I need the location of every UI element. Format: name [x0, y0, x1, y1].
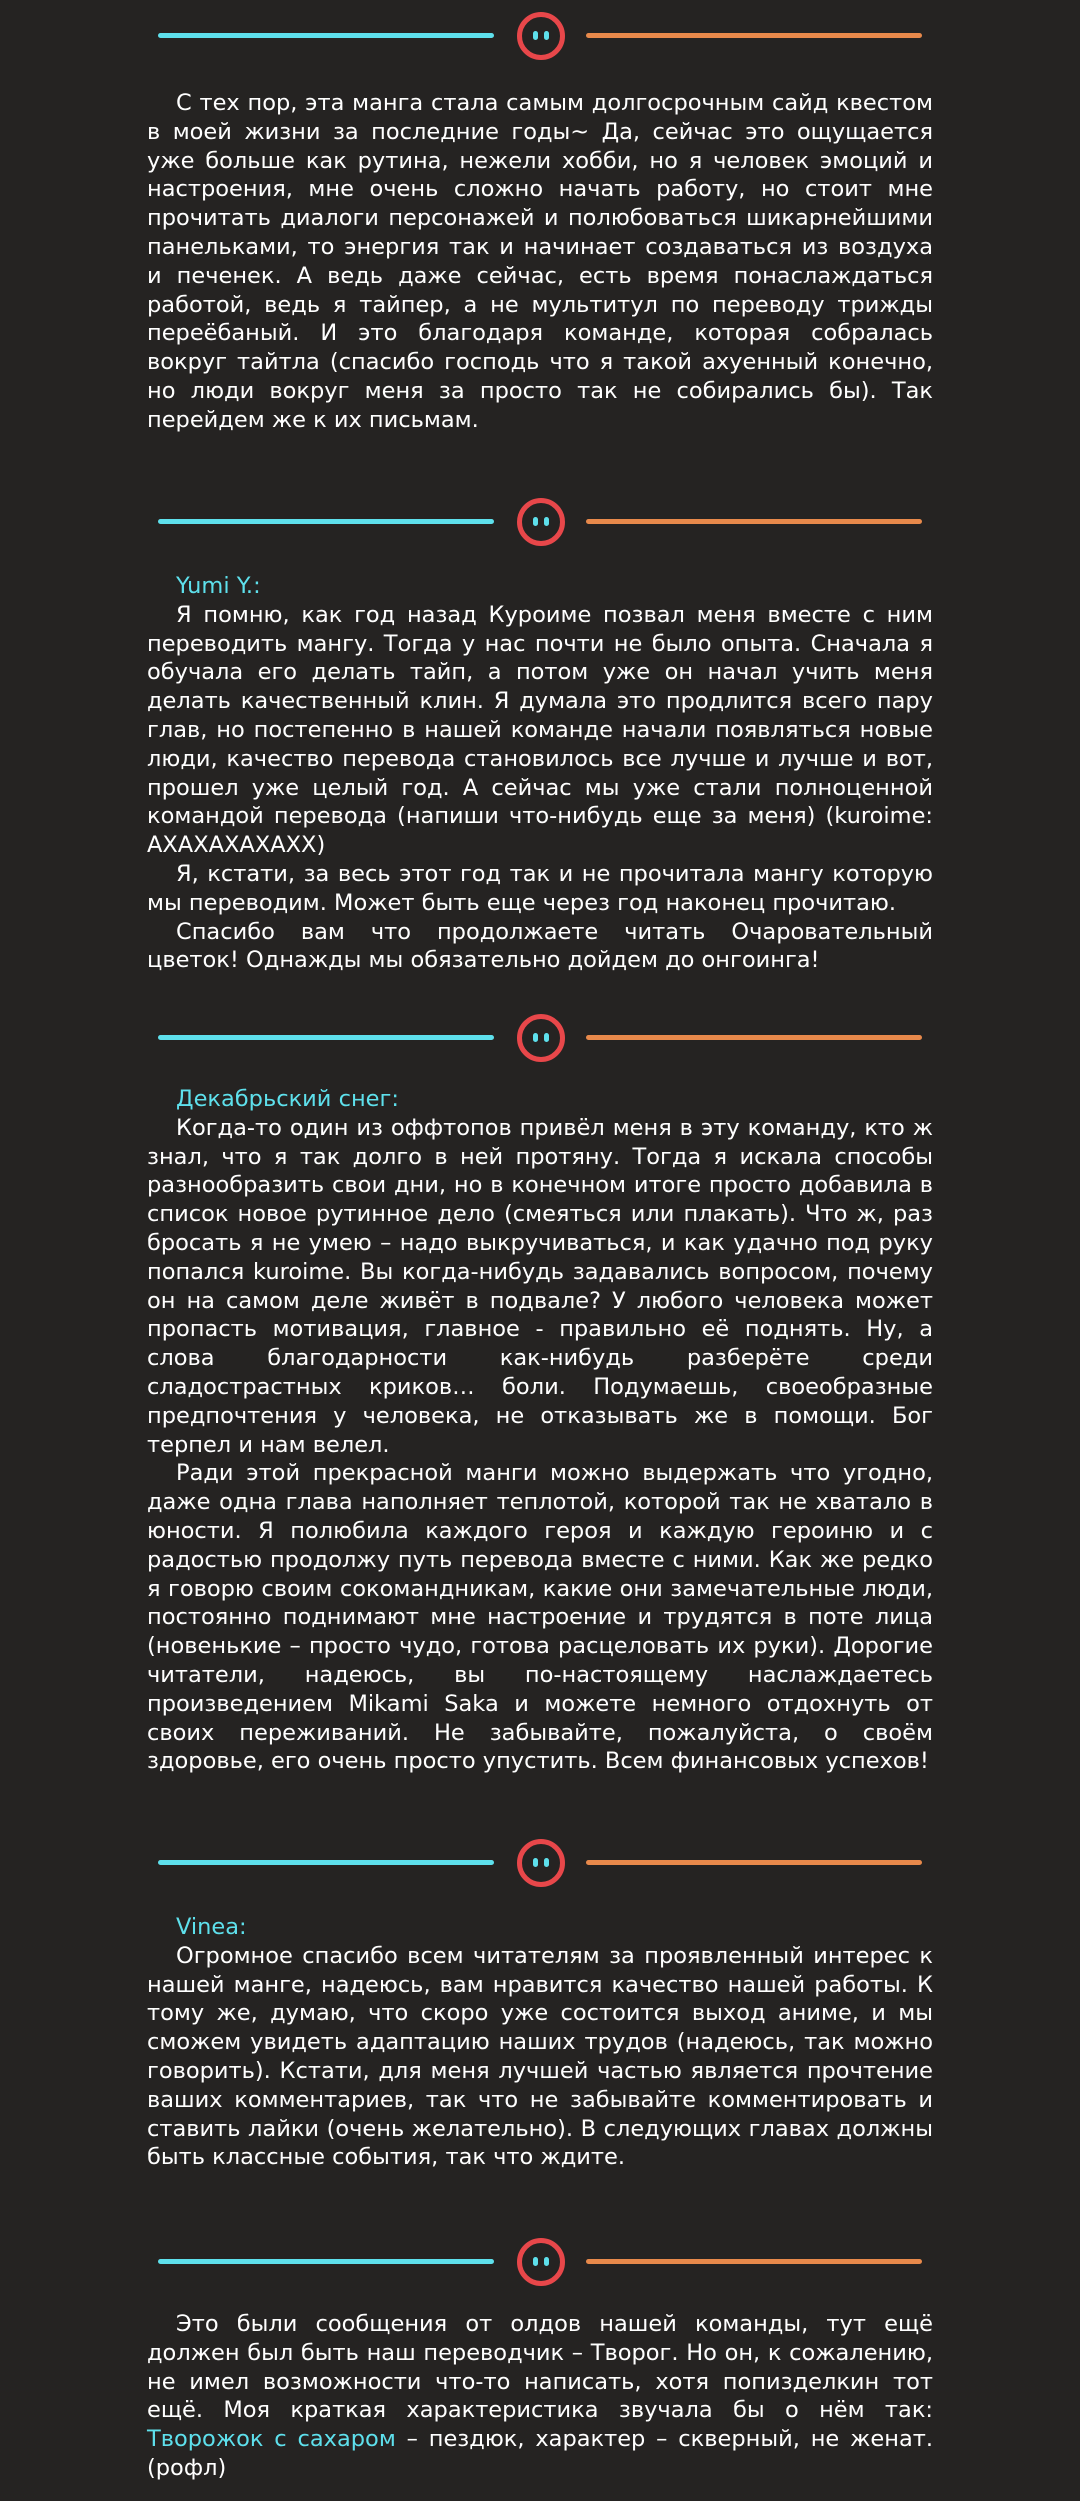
eye-icon — [544, 1033, 549, 1042]
letter-paragraph: Когда-то один из оффтопов привёл меня в эту команду, кто ж знал, что я так долго в ней протяну. Тогда я искала способы разнообразить свои дни, но в конечном итоге просто добавила в список новое рутинное дело (смеяться или плакать). Что ж, раз бросать я не умею – надо выкручиваться, и как удачно под руку попался kuroime. Вы когда-нибудь задавались вопросом, почему он на самом деле живёт в подвале? У любого человека может пропасть мотивация, главное - правильно её поднять. Ну, а слова благодарности как-нибудь разберёте среди сладострастных криков… боли. Подумаешь, своеобразные предпочтения у человека, не отказывать же в помощи. Бог терпел и нам велел. — [147, 1114, 933, 1458]
eye-icon — [533, 1858, 538, 1867]
letter-dekabrsky-sneg — [147, 1085, 933, 1776]
eye-icon — [544, 517, 549, 526]
outro-section — [147, 2310, 933, 2483]
eye-icon — [533, 517, 538, 526]
divider-line-right — [586, 2259, 922, 2264]
face-icon — [517, 1014, 565, 1062]
divider-line-right — [586, 1860, 922, 1865]
letter-paragraph: Ради этой прекрасной манги можно выдержать что угодно, даже одна глава наполняет теплотой, которой так не хватало в юности. Я полюбила каждого героя и каждую героиню и с радостью продолжу путь перевода вместе с ними. Как же редко я говорю своим сокомандникам, какие они замечательные люди, постоянно поднимают мне настроение и трудятся в поте лица (новенькие – просто чудо, готова расцеловать их руки). Дорогие читатели, надеюсь, вы по-настоящему наслаждаетесь произведением Mikami Saka и можете немного отдохнуть от своих переживаний. Не забывайте, пожалуйста, о своём здоровье, его очень просто упустить. Всем финансовых успехов! — [147, 1460, 933, 1775]
divider — [158, 1843, 922, 1883]
outro-text-before: Это были сообщения от олдов нашей команды, тут ещё должен был быть наш переводчик – Творог. Но он, к сожалению, не имел возможности что-то написать, хотя попизделкин тот ещё. Моя краткая характеристика звучала бы о нём так: — [147, 2311, 933, 2424]
divider-line-left — [158, 1860, 494, 1865]
eye-icon — [544, 1858, 549, 1867]
letter-author: Декабрьский снег: — [176, 1086, 399, 1112]
divider-line-right — [586, 1035, 922, 1040]
letter-yumi — [147, 572, 933, 975]
intro-paragraph: С тех пор, эта манга стала самым долгосрочным сайд квестом в моей жизни за последние годы~ Да, сейчас это ощущается уже больше как рутина, нежели хобби, но я человек эмоций и настроения, мне очень сложно начать работу, но стоит мне прочитать диалоги персонажей и полюбоваться шикарнейшими панельками, то энергия так и начинает создаваться из воздуха и печенек. А ведь даже сейчас, есть время понаслаждаться работой, ведь я тайпер, а не мультитул по переводу трижды переёбаный. И это благодаря команде, которая собралась вокруг тайтла (спасибо господь что я такой ахуенный конечно, но люди вокруг меня за просто так не собирались бы). Так перейдем же к их письмам. — [147, 90, 933, 433]
face-icon — [517, 1839, 565, 1887]
letter-paragraph: Спасибо вам что продолжаете читать Очаровательный цветок! Однажды мы обязательно дойдем до онгоинга! — [147, 918, 933, 974]
letter-vinea — [147, 1913, 933, 2172]
letter-author: Yumi Y.: — [176, 573, 261, 599]
outro-text-after: – пездюк, характер – скверный, не женат. (рофл) — [147, 2426, 933, 2481]
divider — [158, 502, 922, 542]
eye-icon — [544, 31, 549, 40]
letter-author: Vinea: — [176, 1914, 247, 1940]
intro-section — [147, 89, 933, 435]
letter-paragraph: Я помню, как год назад Куроиме позвал меня вместе с ним переводить мангу. Тогда у нас почти не было опыта. Сначала я обучала его делать тайп, а потом уже он начал учить меня делать качественный клин. Я думала это продлится всего пару глав, но постепенно в нашей команде начали появляться новые люди, качество перевода становилось все лучше и лучше и вот, прошел уже целый год. А сейчас мы уже стали полноценной командой перевода (напиши что-нибудь еще за меня) (kuroime: АХАХАХАХАХХ) — [147, 601, 933, 859]
outro-paragraph — [147, 2310, 933, 2483]
letter-paragraph: Огромное спасибо всем читателям за проявленный интерес к нашей манге, надеюсь, вам нравится качество нашей работы. К тому же, думаю, что скоро уже состоится выход аниме, и мы сможем увидеть адаптацию наших трудов (надеюсь, так можно говорить). Кстати, для меня лучшей частью является прочтение ваших комментариев, так что не забывайте комментировать и ставить лайки (очень желательно). В следующих главах должны быть классные события, так что ждите. — [147, 1942, 933, 2171]
eye-icon — [544, 2257, 549, 2266]
outro-highlight: Творожок с сахаром — [147, 2426, 396, 2453]
face-icon — [517, 12, 565, 60]
eye-icon — [533, 2257, 538, 2266]
divider-line-left — [158, 519, 494, 524]
letter-paragraph: Я, кстати, за весь этот год так и не прочитала мангу которую мы переводим. Может быть еще через год наконец прочитаю. — [147, 860, 933, 916]
divider — [158, 2242, 922, 2282]
divider — [158, 1018, 922, 1058]
divider-line-right — [586, 519, 922, 524]
face-icon — [517, 2238, 565, 2286]
eye-icon — [533, 1033, 538, 1042]
divider-line-left — [158, 2259, 494, 2264]
eye-icon — [533, 31, 538, 40]
face-icon — [517, 498, 565, 546]
divider-line-left — [158, 1035, 494, 1040]
divider-line-left — [158, 33, 494, 38]
divider — [158, 16, 922, 56]
divider-line-right — [586, 33, 922, 38]
